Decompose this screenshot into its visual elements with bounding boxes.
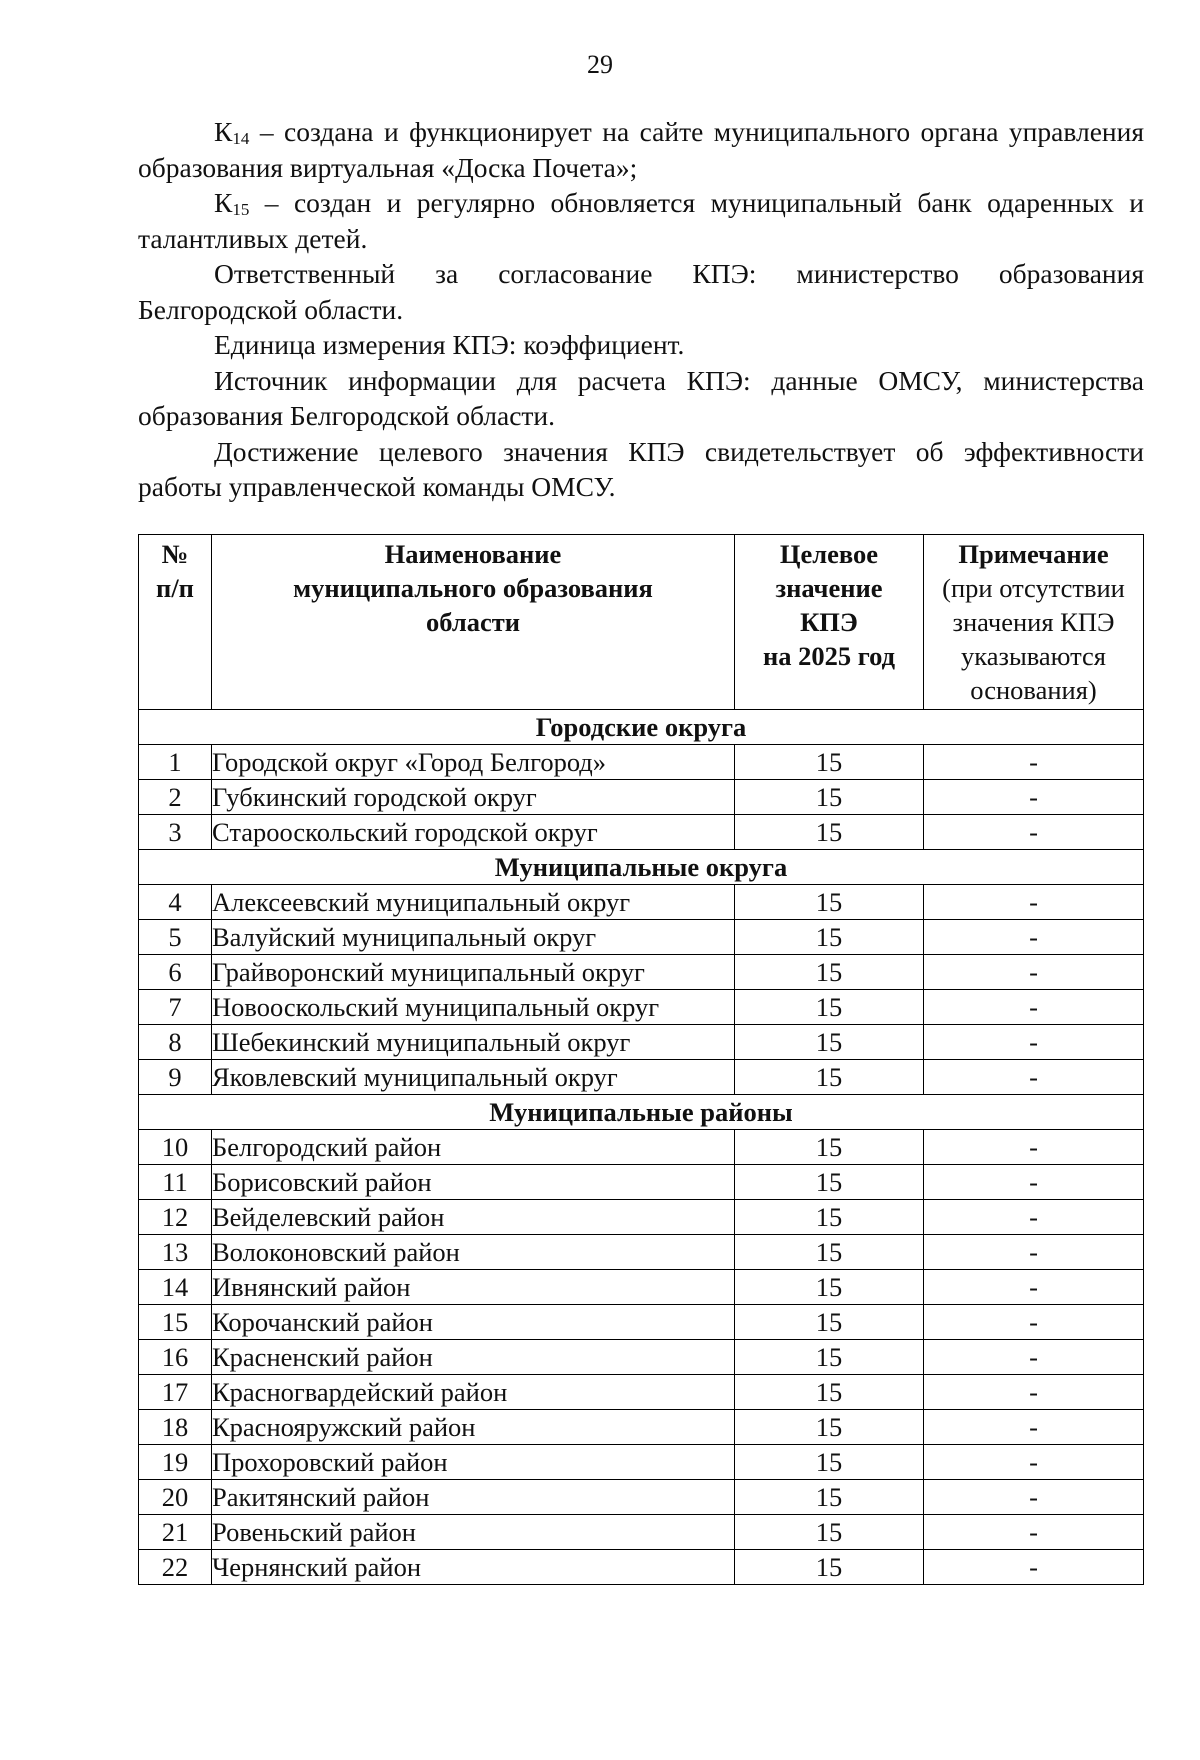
row-number: 9 [139,1060,212,1095]
municipality-name: Белгородский район [212,1130,735,1165]
header-name-line: области [425,607,520,637]
table-row [139,1445,1144,1480]
paragraph [138,185,1144,256]
note-value: - [924,920,1144,955]
paragraph-text: Ответственный за согласование КПЭ: министерство образования Белгородской области. [138,258,1144,325]
municipality-name: Валуйский муниципальный округ [212,920,735,955]
table-row [139,1375,1144,1410]
target-value: 15 [735,885,924,920]
target-value: 15 [735,780,924,815]
note-value: - [924,1515,1144,1550]
header-name-line: муниципального образования [293,573,653,603]
municipality-name: Красногвардейский район [212,1375,735,1410]
header-value-line: на 2025 год [762,641,896,671]
coefficient-index: 14 [232,129,250,148]
row-number: 12 [139,1200,212,1235]
section-row [139,1095,1144,1130]
header-number-line: № [161,539,189,569]
note-value: - [924,1235,1144,1270]
header-note-line: основания) [970,675,1097,705]
header-value-line: КПЭ [800,607,858,637]
note-value: - [924,780,1144,815]
header-note-line: (при отсутствии [942,573,1125,603]
header-value-line: Целевое [779,539,879,569]
note-value: - [924,1445,1144,1480]
section-row [139,850,1144,885]
table-row [139,815,1144,850]
row-number: 5 [139,920,212,955]
header-value-line: значение [775,573,883,603]
header-note-title: Примечание [958,539,1109,569]
row-number: 20 [139,1480,212,1515]
municipality-name: Волоконовский район [212,1235,735,1270]
header-note-line: указываются [961,641,1106,671]
paragraph-text: Единица измерения КПЭ: коэффициент. [214,329,685,360]
municipality-name: Новооскольский муниципальный округ [212,990,735,1025]
note-value: - [924,1025,1144,1060]
row-number: 13 [139,1235,212,1270]
target-value: 15 [735,1060,924,1095]
municipality-name: Борисовский район [212,1165,735,1200]
note-value: - [924,1410,1144,1445]
row-number: 19 [139,1445,212,1480]
table-row [139,1025,1144,1060]
municipality-name: Ровеньский район [212,1515,735,1550]
row-number: 11 [139,1165,212,1200]
row-number: 17 [139,1375,212,1410]
paragraph-text: – создан и регулярно обновляется муниципальный банк одаренных и талантливых детей. [138,187,1144,254]
table-row [139,1340,1144,1375]
row-number: 4 [139,885,212,920]
row-number: 21 [139,1515,212,1550]
note-value: - [924,885,1144,920]
paragraph [138,256,1144,327]
table-row [139,1305,1144,1340]
table-row [139,1550,1144,1585]
target-value: 15 [735,745,924,780]
municipality-name: Губкинский городской округ [212,780,735,815]
table-row [139,990,1144,1025]
table-body [139,710,1144,1585]
paragraph [138,327,1144,363]
municipality-name: Краснояружский район [212,1410,735,1445]
row-number: 18 [139,1410,212,1445]
table-row [139,1165,1144,1200]
kpe-table [138,534,1144,1585]
target-value: 15 [735,990,924,1025]
row-number: 7 [139,990,212,1025]
target-value: 15 [735,1410,924,1445]
note-value: - [924,1375,1144,1410]
table-row [139,1060,1144,1095]
row-number: 2 [139,780,212,815]
paragraph-text: Источник информации для расчета КПЭ: данные ОМСУ, министерства образования Белгородской области. [138,364,1144,431]
municipality-name: Прохоровский район [212,1445,735,1480]
paragraph-text: – создана и функционирует на сайте муниципального органа управления образования виртуальная «Доска Почета»; [138,116,1144,183]
table-row [139,955,1144,990]
note-value: - [924,1200,1144,1235]
municipality-name: Вейделевский район [212,1200,735,1235]
paragraph [138,363,1144,434]
header-name [212,535,735,710]
section-title: Муниципальные районы [139,1095,1144,1130]
note-value: - [924,1480,1144,1515]
header-note [924,535,1144,710]
table-row [139,920,1144,955]
paragraph [138,434,1144,505]
note-value: - [924,1305,1144,1340]
section-title: Городские округа [139,710,1144,745]
municipality-name: Шебекинский муниципальный округ [212,1025,735,1060]
note-value: - [924,815,1144,850]
table-row [139,1200,1144,1235]
section-row [139,710,1144,745]
target-value: 15 [735,1130,924,1165]
municipality-name: Корочанский район [212,1305,735,1340]
municipality-name: Красненский район [212,1340,735,1375]
header-row [139,535,1144,710]
table-row [139,780,1144,815]
target-value: 15 [735,1340,924,1375]
row-number: 3 [139,815,212,850]
section-title: Муниципальные округа [139,850,1144,885]
coefficient-letter: К [214,187,233,218]
municipality-name: Ивнянский район [212,1270,735,1305]
row-number: 14 [139,1270,212,1305]
target-value: 15 [735,1305,924,1340]
body-text [138,114,1144,505]
row-number: 22 [139,1550,212,1585]
municipality-name: Алексеевский муниципальный округ [212,885,735,920]
row-number: 10 [139,1130,212,1165]
target-value: 15 [735,920,924,955]
table-row [139,745,1144,780]
table-row [139,1410,1144,1445]
municipality-name: Старооскольский городской округ [212,815,735,850]
target-value: 15 [735,1025,924,1060]
table-row [139,1515,1144,1550]
table-row [139,1480,1144,1515]
municipality-name: Чернянский район [212,1550,735,1585]
municipality-name: Грайворонский муниципальный округ [212,955,735,990]
target-value: 15 [735,1270,924,1305]
row-number: 1 [139,745,212,780]
target-value: 15 [735,1515,924,1550]
row-number: 6 [139,955,212,990]
header-number [139,535,212,710]
target-value: 15 [735,1375,924,1410]
header-number-line: п/п [156,573,194,603]
page-number: 29 [587,50,613,79]
target-value: 15 [735,1235,924,1270]
table-row [139,1130,1144,1165]
municipality-name: Ракитянский район [212,1480,735,1515]
header-note-line: значения КПЭ [952,607,1115,637]
table-header [139,535,1144,710]
note-value: - [924,1165,1144,1200]
target-value: 15 [735,1200,924,1235]
target-value: 15 [735,815,924,850]
table-row [139,1270,1144,1305]
coefficient-index: 15 [232,200,250,219]
note-value: - [924,1550,1144,1585]
target-value: 15 [735,1550,924,1585]
table-row [139,1235,1144,1270]
row-number: 16 [139,1340,212,1375]
target-value: 15 [735,1165,924,1200]
municipality-name: Городской округ «Город Белгород» [212,745,735,780]
note-value: - [924,1270,1144,1305]
paragraph-text: Достижение целевого значения КПЭ свидетельствует об эффективности работы управленческой команды ОМСУ. [138,435,1144,502]
row-number: 15 [139,1305,212,1340]
target-value: 15 [735,1480,924,1515]
municipality-name: Яковлевский муниципальный округ [212,1060,735,1095]
table-row [139,885,1144,920]
note-value: - [924,990,1144,1025]
row-number: 8 [139,1025,212,1060]
header-target-value [735,535,924,710]
coefficient-letter: К [214,116,233,147]
header-name-line: Наименование [384,539,562,569]
paragraph [138,114,1144,185]
target-value: 15 [735,1445,924,1480]
note-value: - [924,955,1144,990]
note-value: - [924,1130,1144,1165]
note-value: - [924,1060,1144,1095]
note-value: - [924,1340,1144,1375]
note-value: - [924,745,1144,780]
target-value: 15 [735,955,924,990]
